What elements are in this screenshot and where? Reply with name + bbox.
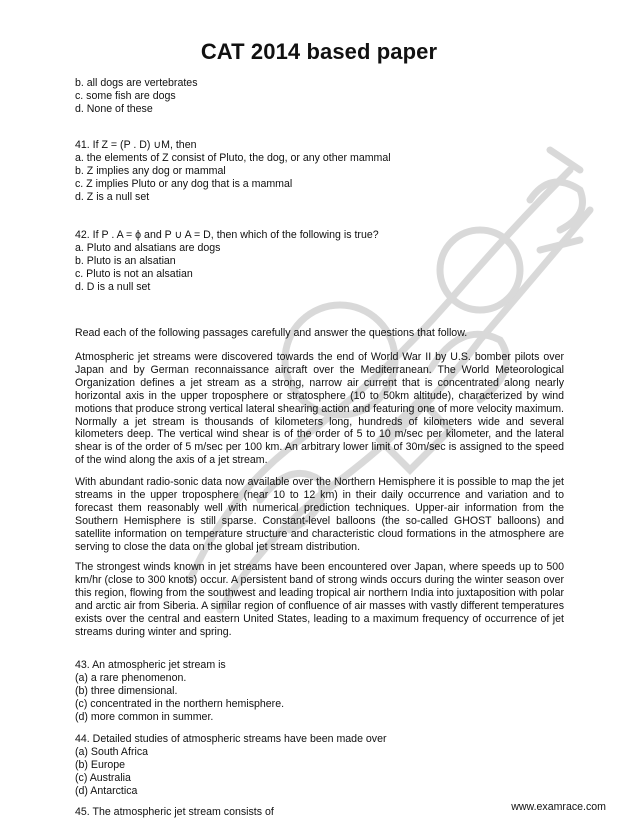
passage-paragraph-2 <box>75 476 564 553</box>
option-d: d. Z is a null set <box>75 190 150 203</box>
question-stem: 41. If Z = (P . D) ∪M, then <box>75 139 197 151</box>
q40-options <box>75 77 564 116</box>
option-d: d. D is a null set <box>75 280 151 293</box>
page-title: CAT 2014 based paper <box>200 39 438 64</box>
question-42 <box>75 229 564 294</box>
option-a: a. the elements of Z consist of Pluto, the dog, or any other mammal <box>75 151 391 164</box>
option-a: a. Pluto and alsatians are dogs <box>75 241 221 254</box>
option-c: (c) Australia <box>75 771 131 784</box>
instructions <box>75 327 564 340</box>
option-b: b. all dogs are vertebrates <box>75 77 198 89</box>
option-d: d. None of these <box>75 102 153 115</box>
instructions-text: Read each of the following passages carefully and answer the questions that follow. <box>75 327 468 339</box>
option-b: b. Z implies any dog or mammal <box>75 164 226 177</box>
option-a: (a) a rare phenomenon. <box>75 671 187 684</box>
passage-paragraph-3 <box>75 561 564 638</box>
option-c: (c) concentrated in the northern hemisphere. <box>75 697 285 710</box>
option-c: c. some fish are dogs <box>75 89 176 102</box>
passage-text: The strongest winds known in jet streams have been encountered over Japan, where speeds up to 500 km/hr (close to 300 knots) occur. A persistent band of strong winds occurs during the winter season over this region, flowing from the southwest and leading tropical air northern India into juxtaposition with polar and arctic air from Siberia. A similar region of confluence of air masses with vastly different temperatures exists over the central and eastern United States, leading to a maximum frequency of occurrence of jet streams during winter and spring. <box>75 561 564 638</box>
question-stem: 45. The atmospheric jet stream consists of <box>75 806 274 818</box>
question-45 <box>75 806 564 819</box>
option-a: (a) South Africa <box>75 745 149 758</box>
footer-website: www.examrace.com <box>511 801 606 813</box>
option-b: (b) three dimensional. <box>75 684 178 697</box>
option-d: (d) Antarctica <box>75 784 138 797</box>
question-stem: 43. An atmospheric jet stream is <box>75 659 226 671</box>
option-b: b. Pluto is an alsatian <box>75 254 176 267</box>
question-44 <box>75 733 564 798</box>
option-c: c. Pluto is not an alsatian <box>75 267 193 280</box>
question-stem: 44. Detailed studies of atmospheric streams have been made over <box>75 733 387 745</box>
passage-paragraph-1 <box>75 351 564 467</box>
passage-text: Atmospheric jet streams were discovered towards the end of World War II by U.S. bomber pilots over Japan and by German reconnaissance aircraft over the Mediterranean. The World Meteorological Organization defines a jet stream as a strong, narrow air current that is concentrated along nearly horizontal axis in the upper troposphere or stratosphere (10 to 50km altitude), characterized by wind motions that produce strong vertical lateral shearing action and featuring one of more velocity maximum. Normally a jet stream is thousands of kilometers long, hundreds of kilometers wide and several kilometers deep. The vertical wind shear is of the order of 5 to 10 m/sec per kilometer, and the lateral shear is of the order of 5 m/sec per 100 km. An arbitrary lower limit of 30m/sec is assigned to the speed of the wind along the axis of a jet stream. <box>75 351 564 467</box>
passage-text: With abundant radio-sonic data now available over the Northern Hemisphere it is possible to map the jet streams in the upper troposphere (near 10 to 12 km) in their daily occurrence and variation and to forecast them reasonably well with numerical prediction techniques. Upper-air information from the Southern Hemisphere is still sparse. Constant-level balloons (the so-called GHOST balloons) and satellite information on temperature structure and characteristic cloud formations in the atmosphere are serving to close the data on the global jet stream distribution. <box>75 476 564 553</box>
question-stem: 42. If P . A = ϕ and P ∪ A = D, then which of the following is true? <box>75 229 379 241</box>
question-41 <box>75 139 564 204</box>
question-43 <box>75 659 564 724</box>
option-d: (d) more common in summer. <box>75 710 214 723</box>
option-b: (b) Europe <box>75 758 126 771</box>
option-c: c. Z implies Pluto or any dog that is a mammal <box>75 177 293 190</box>
